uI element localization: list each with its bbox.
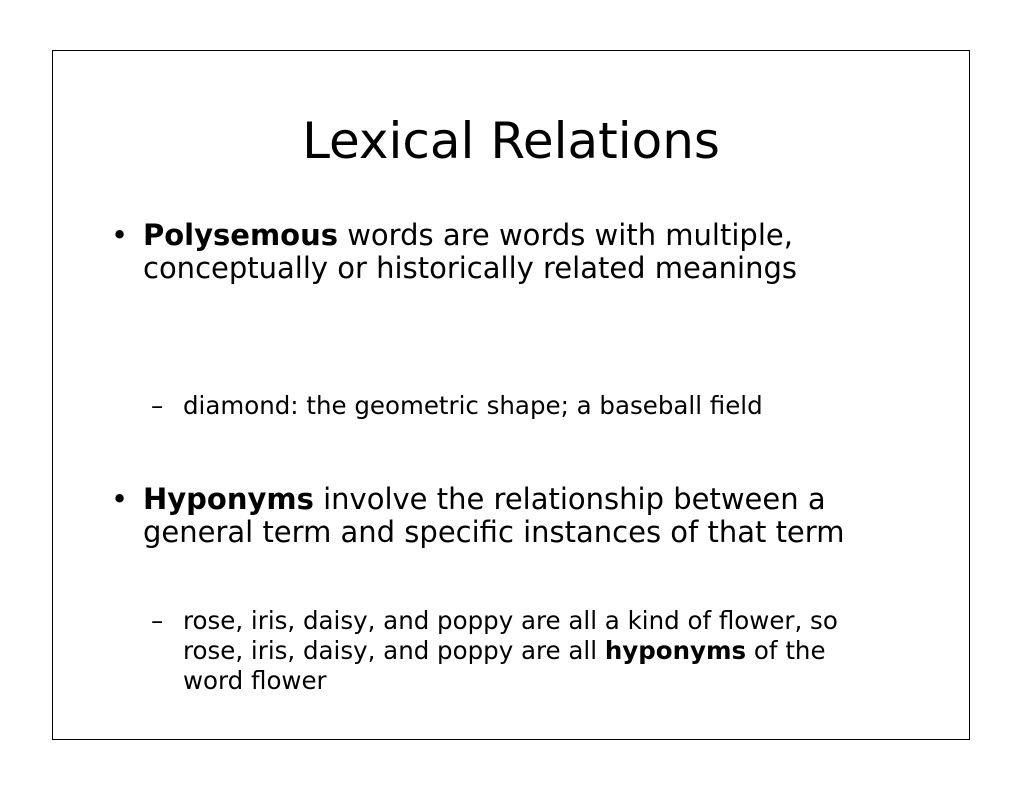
sub-bullet-bold: hyponyms <box>604 636 747 665</box>
sub-bullet-diamond <box>151 391 891 421</box>
bullet-marker: • <box>111 218 129 252</box>
sub-bullet-flowers <box>151 606 891 696</box>
bullet-term: Hyponyms <box>143 482 314 516</box>
bullet-body: involve the relationship between a general term and specific instances of that term <box>143 482 845 549</box>
slide-title: Lexical Relations <box>302 112 720 170</box>
sub-bullet-body: rose, iris, daisy, and poppy are all a kind of flower, so rose, iris, daisy, and poppy are all <box>183 606 838 665</box>
sub-bullet-body: diamond: the geometric shape; a baseball field <box>183 391 763 420</box>
bullet-marker: • <box>111 482 129 516</box>
sub-bullet-marker: – <box>151 391 164 420</box>
sub-bullet-tail: of the word flower <box>183 636 826 695</box>
sub-bullet-text <box>183 606 891 696</box>
bullet-text <box>143 219 911 285</box>
bullet-hyponyms <box>111 483 911 549</box>
slide-frame <box>52 50 970 740</box>
bullet-polysemous <box>111 219 911 285</box>
bullet-text <box>143 483 911 549</box>
sub-bullet-text <box>183 391 891 421</box>
bullet-term: Polysemous <box>143 218 338 252</box>
sub-bullet-marker: – <box>151 606 164 635</box>
bullet-body: words are words with multiple, conceptually or historically related meanings <box>143 218 798 285</box>
